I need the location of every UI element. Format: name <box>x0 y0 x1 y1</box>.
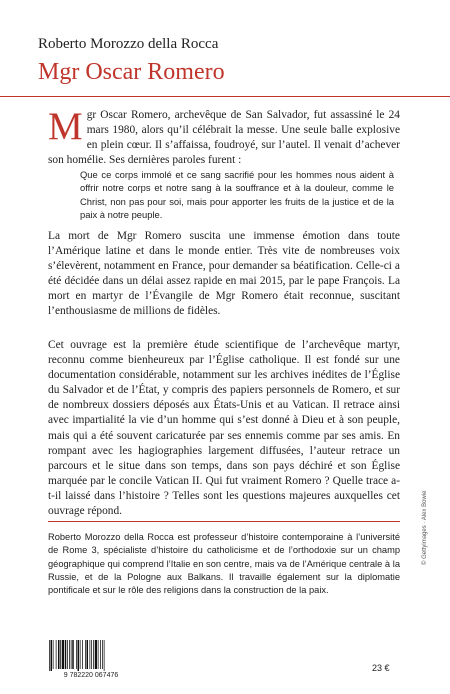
barcode-bar <box>98 640 99 669</box>
isbn-number: 9 782220 067476 <box>63 672 119 678</box>
barcode-bar <box>72 640 74 669</box>
barcode-bar <box>58 640 60 669</box>
barcode-bar <box>102 640 103 669</box>
barcode-bar <box>78 640 80 671</box>
barcode-bar <box>71 640 72 669</box>
barcode-bar <box>49 640 50 671</box>
author-bio <box>48 531 400 597</box>
barcode-bar <box>51 640 53 671</box>
drop-cap: M <box>48 105 83 148</box>
barcode-bar <box>100 640 101 669</box>
author-name: Roberto Morozzo della Rocca <box>38 36 219 52</box>
barcode-bar <box>90 640 91 669</box>
book-title: Mgr Oscar Romero <box>38 59 225 85</box>
barcode-bar <box>85 640 86 669</box>
barcode-bar <box>69 640 70 669</box>
barcode-bar <box>80 640 81 669</box>
paragraph-3: Cet ouvrage est la première étude scientifique de l’archevêque martyr, reconnu comme bienheureux par l’Église catholique. Il est fondé sur une documentation considérable, notamment sur les archives inédites de l’Église du Salvador et de l’État, y compris des papiers personnels de Romero, et sur de nombreux dossiers déposés aux États-Unis et au Vatican. Il retrace ainsi avec impartialité la vie d’un homme qui s’est donné à Dieu et à son peuple, mais qui a été souvent caricaturée par ses ennemis comme par ses amis. En rompant avec les hagiographies largement diffusées, l’auteur retrace un parcours et le situe dans son temps, dans son pays déchiré et son Église marquée par le concile Vatican II. Qui fut vraiment Romero ? Quelle trace a-t-il laissé dans l’histoire ? Telles sont les questions majeures auxquelles cet ouvrage répond. <box>48 339 400 518</box>
barcode-bars <box>49 640 105 671</box>
barcode-bar <box>93 640 94 669</box>
paragraph-2: La mort de Mgr Romero suscita une immense émotion dans toute l’Amérique latine et dans le monde entier. Très vite de nombreuses voix s’élevèrent, notamment en France, pour demander sa béatification. Celle-ci a été décidée dans un délai assez rapide en mai 2015, par le pape François. La mort en martyr de l’Évangile de Mgr Romero était reconnue, suscitant l’enthousiasme de millions de fidèles. <box>48 230 400 318</box>
barcode-bar <box>87 640 89 669</box>
barcode-bar <box>60 640 61 669</box>
bio-text: est professeur d’histoire contemporaine à l’université de Rome 3, spécialiste d’histoire du catholicisme et de l’orthodoxie sur un champ géographique qui comprend l’Italie en son centre, mais va de l’Amérique centrale à la Russie, et de la Pologne aux Balkans. Il travaille également sur la diplomatie pontificale et sur le rôle des religions dans la construction de la paix. <box>48 532 401 596</box>
barcode-bar <box>82 640 83 669</box>
barcode-bar <box>62 640 64 669</box>
romero-quote: Que ce corps immolé et ce sang sacrifié pour les hommes nous aident à offrir notre corps et notre sang à la souffrance et à la douleur, comme le Christ, non pas pour soi, mais pour apporter les fruits de la justice et de la paix à notre peuple. <box>80 169 394 221</box>
intro-paragraph <box>48 105 400 168</box>
barcode-bar <box>91 640 92 669</box>
barcode-bar <box>56 640 57 669</box>
barcode-bar <box>65 640 67 669</box>
barcode-bar <box>67 640 68 669</box>
bio-author-name: Roberto Morozzo della Rocca <box>48 532 174 542</box>
barcode-bar <box>95 640 97 669</box>
barcode-bar <box>53 640 54 669</box>
isbn-barcode <box>46 640 136 678</box>
bio-divider <box>48 521 400 522</box>
intro-text: gr Oscar Romero, archevêque de San Salvador, fut assassiné le 24 mars 1980, alors qu’il célébrait la messe. Une seule balle explosive en plein cœur. Il s’affaissa, foudroyé, sur l’autel. Il venait d’achever son homélie. Ses dernières paroles furent : <box>48 109 400 167</box>
price: 23 € <box>372 663 390 673</box>
photo-credit: © Gettyimages · Alex Bowie <box>422 490 428 565</box>
barcode-bar <box>104 640 105 671</box>
title-divider <box>0 96 450 97</box>
barcode-bar <box>76 640 77 669</box>
